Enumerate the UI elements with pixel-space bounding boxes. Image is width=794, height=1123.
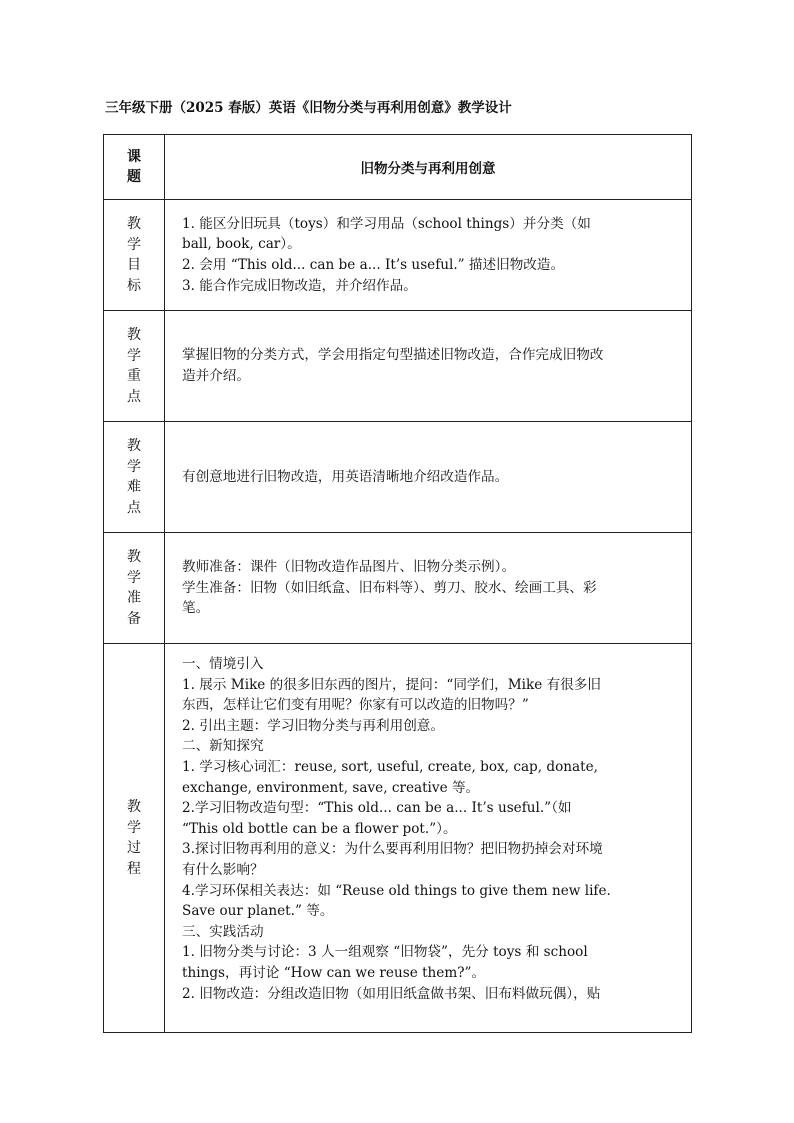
row-label-process: 教学过程 [104, 644, 165, 1033]
text-line: 造并介绍。 [182, 368, 250, 384]
row-label-preparation: 教学准备 [104, 533, 165, 644]
text-line: 学生准备：旧物（如旧纸盒、旧布料等）、剪刀、胶水、绘画工具、彩 [182, 579, 597, 596]
text-line: 1. 学习核心词汇：reuse, sort, useful, create, box, cap, donate, [182, 758, 598, 775]
lesson-plan-table [103, 134, 692, 1033]
text-line: 4.学习环保相关表达：如 “Reuse old things to give them new life. [182, 882, 611, 899]
text-line: 二、新知探究 [182, 738, 264, 755]
text-line: 教师准备：课件（旧物改造作品图片、旧物分类示例）。 [182, 559, 516, 576]
text-line: 掌握旧物的分类方式，学会用指定句型描述旧物改造，合作完成旧物改 [182, 347, 604, 364]
text-line: 笔。 [182, 600, 210, 617]
table-row-process [104, 644, 692, 1033]
key-points-content [165, 311, 692, 422]
table-row-goals [104, 200, 692, 311]
text-line: 有创意地进行旧物改造，用英语清晰地介绍改造作品。 [182, 468, 509, 485]
text-line: 三、实践活动 [182, 923, 264, 940]
text-line: 1. 展示 Mike 的很多旧东西的图片，提问：“同学们，Mike 有很多旧 [182, 676, 601, 693]
row-label-goals: 教学目标 [104, 200, 165, 311]
process-content [165, 644, 692, 1033]
preparation-content [165, 533, 692, 644]
text-line: “This old bottle can be a flower pot.”）。 [182, 820, 457, 837]
table-row-topic [104, 135, 692, 200]
table-row-preparation [104, 533, 692, 644]
topic-value: 旧物分类与再利用创意 [165, 135, 692, 200]
text-line: 2.学习旧物改造句型：“This old... can be a... It’s useful.”（如 [182, 800, 572, 817]
row-label-topic: 课题 [104, 135, 165, 200]
text-line: 1. 旧物分类与讨论：3 人一组观察 “旧物袋”，先分 toys 和 school [182, 944, 588, 961]
difficulties-content [165, 422, 692, 533]
text-line: 2. 引出主题：学习旧物分类与再利用创意。 [182, 717, 444, 734]
text-line: Save our planet.” 等。 [182, 903, 334, 920]
text-line: 有什么影响？ [182, 861, 264, 878]
text-line: ball, book, car）。 [182, 236, 301, 253]
text-line: things，再讨论 “How can we reuse them?”。 [182, 964, 486, 981]
text-line: 3. 能合作完成旧物改造，并介绍作品。 [182, 277, 417, 294]
goals-content [165, 200, 692, 311]
table-row-key-points [104, 311, 692, 422]
text-line: 2. 会用 “This old... can be a... It’s useful.” 描述旧物改造。 [182, 257, 565, 273]
document-title: 三年级下册（2025 春版）英语《旧物分类与再利用创意》教学设计 [105, 100, 512, 116]
text-line: 3.探讨旧物再利用的意义：为什么要再利用旧物？把旧物扔掉会对环境 [182, 841, 603, 858]
row-label-key-points: 教学重点 [104, 311, 165, 422]
text-line: 一、情境引入 [182, 656, 264, 672]
text-line: 东西，怎样让它们变有用呢？你家有可以改造的旧物吗？” [182, 697, 529, 714]
text-line: 1. 能区分旧玩具（toys）和学习用品（school things）并分类（如 [182, 215, 591, 232]
table-row-difficulties [104, 422, 692, 533]
text-line: exchange, environment, save, creative 等。 [182, 779, 480, 796]
row-label-difficulties: 教学难点 [104, 422, 165, 533]
text-line: 2. 旧物改造：分组改造旧物（如用旧纸盒做书架、旧布料做玩偶），贴 [182, 985, 601, 1002]
